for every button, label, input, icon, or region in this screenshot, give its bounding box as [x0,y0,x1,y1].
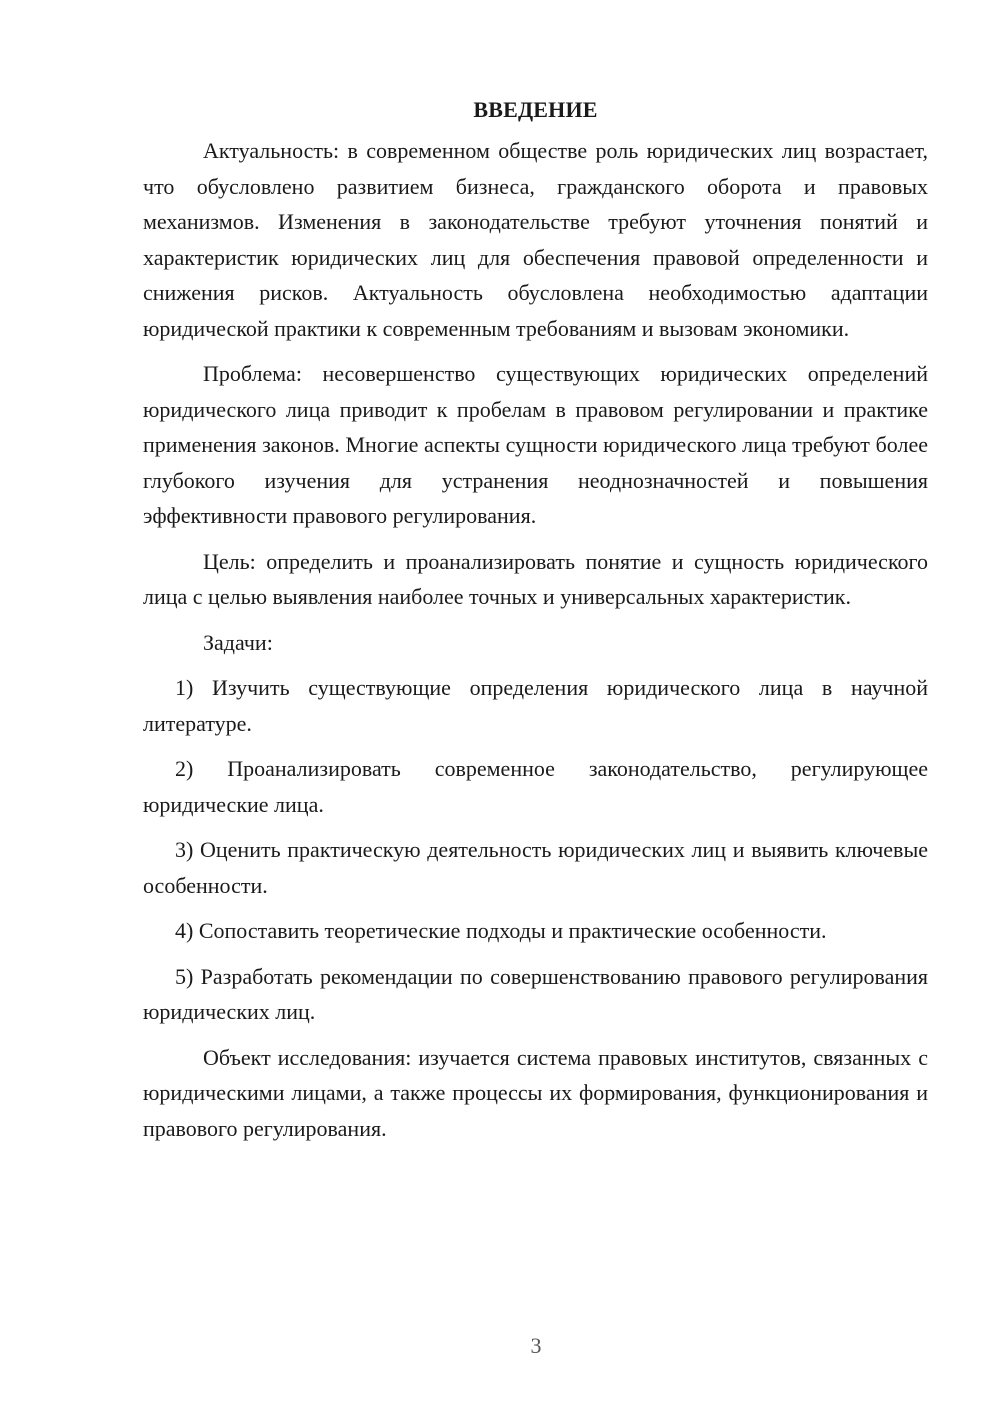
task-item-1: 1) Изучить существующие определения юридического лица в научной литературе. [143,675,928,736]
paragraph-object: Объект исследования: изучается система правовых институтов, связанных с юридическими лицами, а также процессы их формирования, функционирования и правового регулирования. [143,1044,928,1141]
page-number: 3 [530,1333,542,1358]
task-item-2: 2) Проанализировать современное законодательство, регулирующее юридические лица. [143,756,928,817]
paragraph-goal: Цель: определить и проанализировать понятие и сущность юридического лица с целью выявления наиболее точных и универсальных характеристик. [143,548,928,609]
task-item-5: 5) Разработать рекомендации по совершенствованию правового регулирования юридических лиц. [143,963,928,1024]
paragraph-relevance: Актуальность: в современном обществе роль юридических лиц возрастает, что обусловлено развитием бизнеса, гражданского оборота и правовых механизмов. Изменения в законодательстве требуют уточнения понятий и характеристик юридических лиц для обеспечения правовой определенности и снижения рисков. Актуальность обусловлена необходимостью адаптации юридической практики к современным требованиям и вызовам экономики. [143,138,928,341]
section-heading: ВВЕДЕНИЕ [473,97,598,122]
document-page [143,95,928,1156]
task-item-4: 4) Сопоставить теоретические подходы и практические особенности. [175,918,827,943]
task-item-3: 3) Оценить практическую деятельность юридических лиц и выявить ключевые особенности. [143,837,928,898]
paragraph-problem: Проблема: несовершенство существующих юридических определений юридического лица приводит к пробелам в правовом регулировании и практике применения законов. Многие аспекты сущности юридического лица требуют более глубокого изучения для устранения неоднозначностей и повышения эффективности правового регулирования. [143,361,928,528]
tasks-label: Задачи: [203,629,273,655]
